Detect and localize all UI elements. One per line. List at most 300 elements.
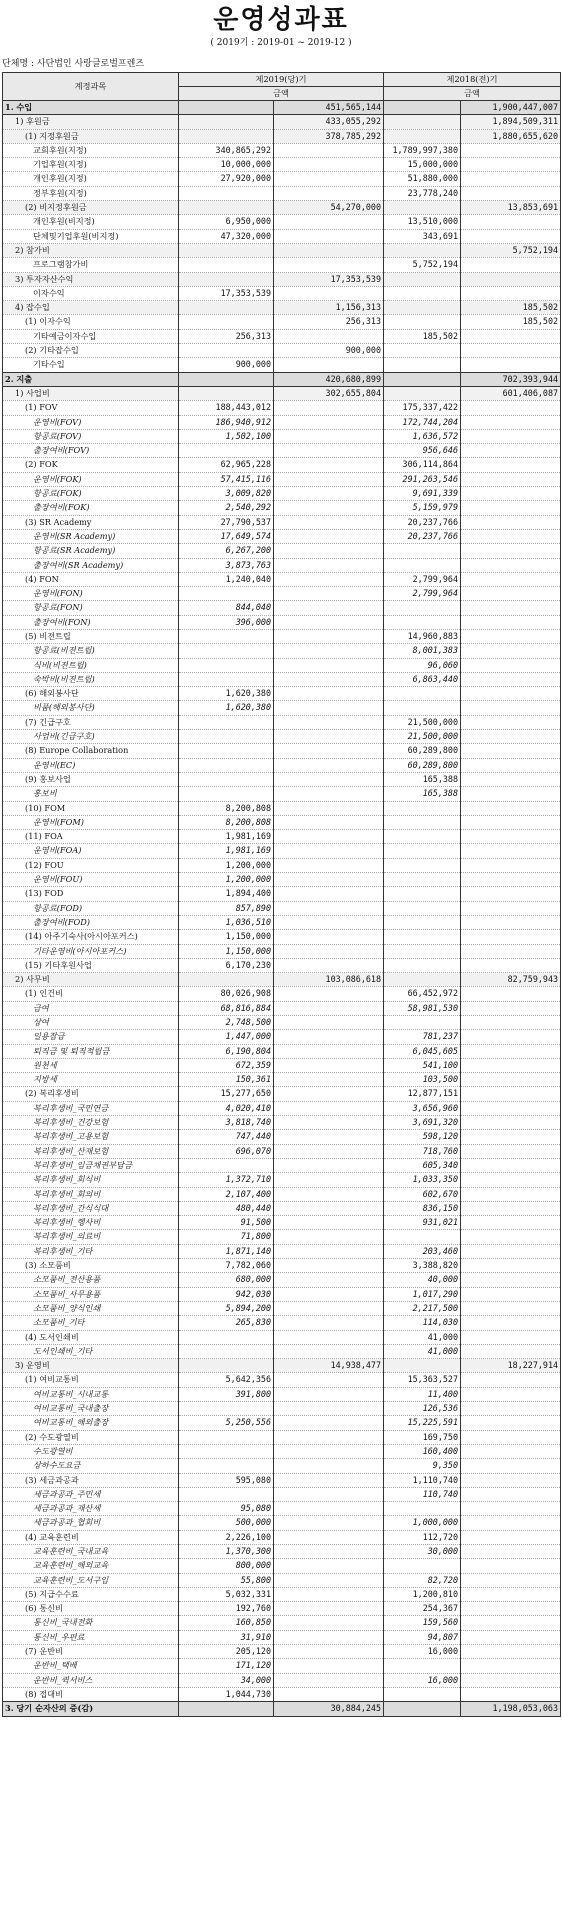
previous-detail-amount: 203,460	[384, 1244, 461, 1258]
previous-detail-amount: 82,720	[384, 1573, 461, 1587]
current-detail-amount: 27,790,537	[179, 515, 274, 529]
previous-total-amount	[461, 1430, 561, 1444]
current-total-amount	[274, 1030, 384, 1044]
previous-total-amount	[461, 1244, 561, 1258]
current-detail-amount: 1,200,000	[179, 873, 274, 887]
previous-detail-amount: 9,350	[384, 1459, 461, 1473]
previous-detail-amount: 41,000	[384, 1330, 461, 1344]
current-detail-amount: 1,370,300	[179, 1544, 274, 1558]
previous-detail-amount: 21,500,000	[384, 730, 461, 744]
account-name: (15) 기타후원사업	[3, 958, 179, 972]
previous-total-amount: 185,502	[461, 301, 561, 315]
table-row	[3, 1230, 561, 1244]
current-total-amount	[274, 1287, 384, 1301]
current-detail-amount: 1,981,169	[179, 844, 274, 858]
previous-detail-amount: 14,960,883	[384, 629, 461, 643]
previous-total-amount	[461, 844, 561, 858]
current-total-amount	[274, 1187, 384, 1201]
current-total-amount	[274, 858, 384, 872]
current-detail-amount: 480,440	[179, 1201, 274, 1215]
previous-detail-amount: 20,237,766	[384, 529, 461, 543]
account-name: 운영비(FOK)	[3, 472, 179, 486]
section-row	[3, 101, 561, 115]
table-row	[3, 1244, 561, 1258]
current-detail-amount	[179, 758, 274, 772]
previous-total-amount	[461, 1559, 561, 1573]
current-total-amount	[274, 1459, 384, 1473]
current-detail-amount	[179, 1430, 274, 1444]
previous-detail-amount	[384, 915, 461, 929]
previous-total-amount	[461, 629, 561, 643]
current-detail-amount: 6,190,804	[179, 1044, 274, 1058]
account-name: 세금과공과_주민세	[3, 1487, 179, 1501]
table-row	[3, 1459, 561, 1473]
previous-detail-amount: 291,263,546	[384, 472, 461, 486]
table-row	[3, 815, 561, 829]
table-row	[3, 1130, 561, 1144]
current-detail-amount: 15,277,650	[179, 1087, 274, 1101]
current-total-amount: 378,785,292	[274, 129, 384, 143]
table-row	[3, 1616, 561, 1630]
previous-detail-amount: 96,060	[384, 658, 461, 672]
current-detail-amount	[179, 715, 274, 729]
table-row	[3, 358, 561, 372]
previous-detail-amount	[384, 1687, 461, 1701]
current-total-amount	[274, 615, 384, 629]
previous-total-amount	[461, 1544, 561, 1558]
previous-detail-amount: 172,744,204	[384, 415, 461, 429]
previous-total-amount	[461, 887, 561, 901]
current-detail-amount: 71,800	[179, 1230, 274, 1244]
previous-detail-amount: 126,536	[384, 1402, 461, 1416]
current-detail-amount	[179, 1702, 274, 1716]
current-total-amount	[274, 1044, 384, 1058]
previous-detail-amount: 8,001,383	[384, 644, 461, 658]
current-detail-amount: 1,502,100	[179, 429, 274, 443]
current-total-amount	[274, 1587, 384, 1601]
table-row	[3, 658, 561, 672]
current-total-amount	[274, 1673, 384, 1687]
previous-total-amount: 601,406,087	[461, 386, 561, 400]
current-detail-amount: 857,890	[179, 901, 274, 915]
table-row	[3, 1087, 561, 1101]
previous-total-amount	[461, 572, 561, 586]
current-detail-amount: 3,818,740	[179, 1116, 274, 1130]
account-name: 항공료(FOV)	[3, 429, 179, 443]
previous-detail-amount: 1,000,000	[384, 1516, 461, 1530]
account-name: (12) FOU	[3, 858, 179, 872]
current-total-amount	[274, 229, 384, 243]
current-detail-amount: 1,036,510	[179, 915, 274, 929]
current-detail-amount	[179, 1158, 274, 1172]
table-row	[3, 1573, 561, 1587]
current-total-amount	[274, 1487, 384, 1501]
section-row	[3, 272, 561, 286]
account-name: (6) 해외봉사단	[3, 687, 179, 701]
current-total-amount	[274, 1273, 384, 1287]
account-name: 2) 사무비	[3, 973, 179, 987]
account-name: (4) 도서인쇄비	[3, 1330, 179, 1344]
current-total-amount	[274, 401, 384, 415]
current-total-amount: 256,313	[274, 315, 384, 329]
total-row	[3, 1702, 561, 1716]
table-row	[3, 858, 561, 872]
table-row	[3, 1216, 561, 1230]
account-name: (2) 복리후생비	[3, 1087, 179, 1101]
current-total-amount	[274, 1144, 384, 1158]
current-detail-amount: 595,080	[179, 1473, 274, 1487]
previous-total-amount	[461, 1616, 561, 1630]
current-total-amount	[274, 787, 384, 801]
current-total-amount	[274, 329, 384, 343]
current-total-amount	[274, 1430, 384, 1444]
account-name: 운영비(EC)	[3, 758, 179, 772]
previous-detail-amount	[384, 615, 461, 629]
previous-total-amount	[461, 901, 561, 915]
current-detail-amount: 91,500	[179, 1216, 274, 1230]
previous-total-amount	[461, 644, 561, 658]
table-row	[3, 801, 561, 815]
table-row	[3, 215, 561, 229]
table-row	[3, 629, 561, 643]
previous-detail-amount	[384, 1659, 461, 1673]
previous-total-amount	[461, 1530, 561, 1544]
current-detail-amount	[179, 201, 274, 215]
table-row	[3, 844, 561, 858]
current-detail-amount	[179, 115, 274, 129]
current-total-amount	[274, 901, 384, 915]
current-detail-amount: 205,120	[179, 1645, 274, 1659]
table-row	[3, 1502, 561, 1516]
current-total-amount: 14,938,477	[274, 1359, 384, 1373]
previous-total-amount	[461, 672, 561, 686]
current-detail-amount: 256,313	[179, 329, 274, 343]
table-row	[3, 1273, 561, 1287]
current-total-amount	[274, 1244, 384, 1258]
current-total-amount	[274, 1230, 384, 1244]
current-detail-amount: 6,267,200	[179, 544, 274, 558]
previous-total-amount	[461, 529, 561, 543]
previous-detail-amount: 175,337,422	[384, 401, 461, 415]
table-row	[3, 787, 561, 801]
previous-detail-amount	[384, 272, 461, 286]
current-total-amount	[274, 801, 384, 815]
account-name: (9) 홍보사업	[3, 772, 179, 786]
previous-detail-amount: 16,000	[384, 1673, 461, 1687]
previous-total-amount	[461, 1387, 561, 1401]
previous-total-amount	[461, 158, 561, 172]
current-detail-amount: 55,800	[179, 1573, 274, 1587]
current-detail-amount	[179, 1459, 274, 1473]
previous-detail-amount: 5,752,194	[384, 258, 461, 272]
account-name: 운반비_택배	[3, 1659, 179, 1673]
account-name: 운영비(SR Academy)	[3, 529, 179, 543]
table-row	[3, 1144, 561, 1158]
previous-total-amount	[461, 801, 561, 815]
previous-total-amount	[461, 1130, 561, 1144]
header-current-period: 제2019(당)기	[179, 73, 384, 87]
account-name: (5) 비젼트립	[3, 629, 179, 643]
section-row	[3, 243, 561, 257]
previous-detail-amount: 51,880,000	[384, 172, 461, 186]
current-total-amount	[274, 429, 384, 443]
previous-detail-amount: 254,367	[384, 1602, 461, 1616]
previous-total-amount	[461, 744, 561, 758]
current-total-amount	[274, 629, 384, 643]
previous-detail-amount	[384, 887, 461, 901]
current-total-amount: 17,353,539	[274, 272, 384, 286]
account-name: 소모품비_기타	[3, 1316, 179, 1330]
account-name: 복리후생비_산재보험	[3, 1144, 179, 1158]
table-row	[3, 601, 561, 615]
table-row	[3, 1073, 561, 1087]
previous-detail-amount	[384, 901, 461, 915]
account-name: 통신비_국내전화	[3, 1616, 179, 1630]
account-name: (11) FOA	[3, 830, 179, 844]
table-row	[3, 401, 561, 415]
current-total-amount	[274, 143, 384, 157]
previous-total-amount	[461, 1459, 561, 1473]
previous-detail-amount	[384, 286, 461, 300]
previous-detail-amount: 12,877,151	[384, 1087, 461, 1101]
previous-detail-amount	[384, 858, 461, 872]
previous-total-amount	[461, 930, 561, 944]
previous-detail-amount	[384, 815, 461, 829]
previous-detail-amount: 66,452,972	[384, 987, 461, 1001]
current-detail-amount	[179, 973, 274, 987]
account-name: (2) 비지정후원금	[3, 201, 179, 215]
previous-detail-amount	[384, 687, 461, 701]
current-detail-amount: 31,910	[179, 1630, 274, 1644]
account-name: (4) FON	[3, 572, 179, 586]
table-row	[3, 887, 561, 901]
current-detail-amount: 47,320,000	[179, 229, 274, 243]
account-name: 복리후생비_국민연금	[3, 1101, 179, 1115]
table-row	[3, 930, 561, 944]
previous-detail-amount	[384, 372, 461, 386]
previous-total-amount	[461, 1487, 561, 1501]
previous-total-amount	[461, 915, 561, 929]
table-row	[3, 1016, 561, 1030]
current-total-amount	[274, 930, 384, 944]
previous-total-amount	[461, 1030, 561, 1044]
previous-detail-amount: 598,120	[384, 1130, 461, 1144]
table-row	[3, 615, 561, 629]
section-row	[3, 1359, 561, 1373]
table-row	[3, 744, 561, 758]
current-total-amount	[274, 715, 384, 729]
table-header	[3, 73, 561, 101]
current-total-amount	[274, 730, 384, 744]
previous-total-amount	[461, 658, 561, 672]
current-total-amount	[274, 758, 384, 772]
current-detail-amount: 5,894,200	[179, 1301, 274, 1315]
previous-detail-amount: 1,789,997,380	[384, 143, 461, 157]
account-name: 단체및기업후원(비지정)	[3, 229, 179, 243]
previous-total-amount	[461, 1187, 561, 1201]
account-name: 복리후생비_기타	[3, 1244, 179, 1258]
table-row	[3, 873, 561, 887]
table-row	[3, 1158, 561, 1172]
current-detail-amount: 95,080	[179, 1502, 274, 1516]
current-detail-amount: 1,044,730	[179, 1687, 274, 1701]
current-total-amount	[274, 1402, 384, 1416]
previous-detail-amount: 1,033,350	[384, 1173, 461, 1187]
current-total-amount	[274, 1330, 384, 1344]
current-detail-amount	[179, 1444, 274, 1458]
table-row	[3, 1116, 561, 1130]
current-detail-amount: 5,032,331	[179, 1587, 274, 1601]
previous-total-amount	[461, 1373, 561, 1387]
previous-detail-amount	[384, 1502, 461, 1516]
previous-total-amount	[461, 987, 561, 1001]
account-name: 3. 당기 순자산의 증(감)	[3, 1702, 179, 1716]
current-detail-amount: 6,950,000	[179, 215, 274, 229]
header-current-amount: 금액	[179, 87, 384, 101]
current-total-amount	[274, 515, 384, 529]
previous-total-amount	[461, 1101, 561, 1115]
account-name: 정부후원(지정)	[3, 186, 179, 200]
previous-detail-amount	[384, 115, 461, 129]
current-detail-amount: 57,415,116	[179, 472, 274, 486]
previous-detail-amount	[384, 844, 461, 858]
previous-total-amount	[461, 1330, 561, 1344]
previous-detail-amount	[384, 830, 461, 844]
previous-detail-amount: 60,289,800	[384, 744, 461, 758]
current-detail-amount: 1,894,400	[179, 887, 274, 901]
previous-detail-amount	[384, 101, 461, 115]
previous-detail-amount: 6,045,605	[384, 1044, 461, 1058]
current-total-amount	[274, 701, 384, 715]
account-name: (5) 지급수수료	[3, 1587, 179, 1601]
previous-detail-amount: 9,691,339	[384, 487, 461, 501]
current-detail-amount: 396,000	[179, 615, 274, 629]
current-total-amount	[274, 1316, 384, 1330]
current-detail-amount: 171,120	[179, 1659, 274, 1673]
current-detail-amount	[179, 730, 274, 744]
current-total-amount	[274, 572, 384, 586]
previous-detail-amount: 2,217,500	[384, 1301, 461, 1315]
header-account: 계정과목	[3, 73, 179, 101]
current-total-amount	[274, 1416, 384, 1430]
previous-total-amount	[461, 1016, 561, 1030]
table-row	[3, 730, 561, 744]
table-row	[3, 1187, 561, 1201]
previous-total-amount	[461, 1001, 561, 1015]
account-name: 복리후생비_임금채권부담금	[3, 1158, 179, 1172]
current-total-amount	[274, 1387, 384, 1401]
previous-total-amount: 1,880,655,620	[461, 129, 561, 143]
account-name: 교육훈련비_도서구입	[3, 1573, 179, 1587]
table-row	[3, 1259, 561, 1273]
account-name: 복리후생비_고용보험	[3, 1130, 179, 1144]
account-name: 기타운영비(아시아포커스)	[3, 944, 179, 958]
section-row	[3, 301, 561, 315]
current-detail-amount: 340,865,292	[179, 143, 274, 157]
current-total-amount	[274, 1602, 384, 1616]
current-total-amount	[274, 687, 384, 701]
table-row	[3, 1301, 561, 1315]
current-total-amount	[274, 658, 384, 672]
account-name: 급여	[3, 1001, 179, 1015]
account-name: 퇴직금 및 퇴직적립금	[3, 1044, 179, 1058]
previous-total-amount	[461, 358, 561, 372]
previous-total-amount	[461, 1287, 561, 1301]
account-name: 여비교통비_시내교통	[3, 1387, 179, 1401]
previous-detail-amount	[384, 386, 461, 400]
table-row	[3, 415, 561, 429]
previous-total-amount	[461, 1158, 561, 1172]
account-name: 교회후원(지정)	[3, 143, 179, 157]
table-row	[3, 1316, 561, 1330]
current-total-amount	[274, 587, 384, 601]
table-row	[3, 701, 561, 715]
current-detail-amount: 1,447,000	[179, 1030, 274, 1044]
previous-total-amount	[461, 815, 561, 829]
account-name: 복리후생비_회식비	[3, 1173, 179, 1187]
current-total-amount	[274, 1130, 384, 1144]
current-total-amount	[274, 158, 384, 172]
previous-detail-amount	[384, 1359, 461, 1373]
account-name: 운영비(FOA)	[3, 844, 179, 858]
previous-total-amount	[461, 1444, 561, 1458]
previous-detail-amount	[384, 930, 461, 944]
current-detail-amount	[179, 1487, 274, 1501]
account-name: 기타수입	[3, 358, 179, 372]
table-row	[3, 1630, 561, 1644]
current-detail-amount: 800,000	[179, 1559, 274, 1573]
current-total-amount	[274, 815, 384, 829]
account-name: 소모품비_양식인쇄	[3, 1301, 179, 1315]
account-name: 출장여비(FON)	[3, 615, 179, 629]
current-total-amount: 451,565,144	[274, 101, 384, 115]
current-detail-amount: 747,440	[179, 1130, 274, 1144]
table-row	[3, 1587, 561, 1601]
current-detail-amount: 3,873,763	[179, 558, 274, 572]
current-detail-amount	[179, 101, 274, 115]
table-row	[3, 1687, 561, 1701]
previous-detail-amount	[384, 601, 461, 615]
table-row	[3, 158, 561, 172]
previous-detail-amount: 3,388,820	[384, 1259, 461, 1273]
previous-detail-amount: 15,363,527	[384, 1373, 461, 1387]
current-total-amount	[274, 873, 384, 887]
account-name: 3) 운영비	[3, 1359, 179, 1373]
current-total-amount	[274, 458, 384, 472]
previous-total-amount	[461, 1630, 561, 1644]
current-total-amount: 30,884,245	[274, 1702, 384, 1716]
current-detail-amount	[179, 129, 274, 143]
table-row	[3, 1602, 561, 1616]
previous-total-amount	[461, 415, 561, 429]
current-detail-amount: 3,009,820	[179, 487, 274, 501]
table-row	[3, 1330, 561, 1344]
account-name: (3) SR Academy	[3, 515, 179, 529]
section-row	[3, 386, 561, 400]
previous-detail-amount: 30,000	[384, 1544, 461, 1558]
current-total-amount: 420,680,899	[274, 372, 384, 386]
account-name: 2. 지출	[3, 372, 179, 386]
current-detail-amount	[179, 243, 274, 257]
current-detail-amount: 34,000	[179, 1673, 274, 1687]
previous-detail-amount	[384, 201, 461, 215]
account-name: 1. 수입	[3, 101, 179, 115]
previous-detail-amount: 5,159,979	[384, 501, 461, 515]
previous-detail-amount: 159,560	[384, 1616, 461, 1630]
previous-detail-amount: 16,000	[384, 1645, 461, 1659]
previous-total-amount	[461, 1344, 561, 1358]
account-name: 비품(해외봉사단)	[3, 701, 179, 715]
